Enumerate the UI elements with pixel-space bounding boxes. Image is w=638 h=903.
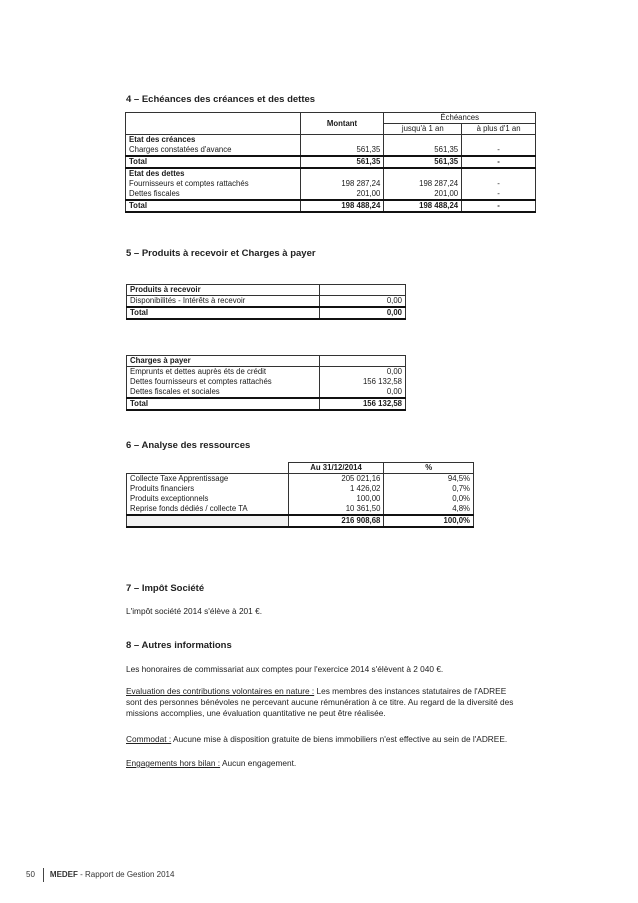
empty-header-cell [126,113,301,135]
section-7-title: 7 – Impôt Société [126,583,205,594]
table-row: Disponibilités - Intérêts à recevoir 0,00 [127,296,406,308]
engagements-paragraph: Engagements hors bilan : Aucun engagement. [126,758,297,768]
creances-header: Etat des créances [126,135,301,146]
table-row: Produits exceptionnels 100,00 0,0% [127,494,474,504]
contributions-paragraph: Evaluation des contributions volontaires en nature : Les membres des instances statutaires de l'ADREE sont des personnes bénévoles ne percevant aucune rémunération à ce titre. Au regard de la diversité des missions accomplies, une évaluation quantitative ne peut être réalisée. [126,686,514,718]
table-row: Charges constatées d'avance 561,35 561,35 - [126,145,536,156]
produits-header: Produits à recevoir [127,285,320,296]
charges-table [126,355,406,411]
footer-brand: MEDEF [49,870,78,880]
col-montant: Montant [300,113,384,135]
table-row: Fournisseurs et comptes rattachés 198 287,24 198 287,24 - [126,179,536,189]
echeances-table [125,112,536,213]
table-row: Dettes fiscales 201,00 201,00 - [126,189,536,200]
commodat-label: Commodat : [126,734,172,744]
produits-total-row: Total 0,00 [127,307,406,319]
dettes-total-row: Total 198 488,24 198 488,24 - [126,200,536,212]
footer-text: - Rapport de Gestion 2014 [77,870,175,880]
col-pct: % [384,463,474,474]
section-8-title: 8 – Autres informations [126,640,232,651]
commodat-paragraph: Commodat : Aucune mise à disposition gratuite de biens immobiliers n'est effective au sein de l'ADREE. [126,734,508,744]
contributions-label: Evaluation des contributions volontaires en nature : [126,686,315,696]
table-row: Dettes fournisseurs et comptes rattachés 156 132,58 [127,377,406,387]
dettes-header: Etat des dettes [126,168,301,179]
table-row: Reprise fonds dédiés / collecte TA 10 361,50 4,8% [127,504,474,515]
ressources-total-row: 216 908,68 100,0% [127,515,474,527]
produits-table [126,284,406,320]
col-echeances: Échéances [384,113,536,124]
col-plus-1an: à plus d'1 an [462,124,536,135]
table-row: Collecte Taxe Apprentissage 205 021,16 94,5% [127,474,474,485]
table-row: Dettes fiscales et sociales 0,00 [127,387,406,398]
charges-header: Charges à payer [127,356,320,367]
table-row: Emprunts et dettes auprès éts de crédit 0,00 [127,367,406,378]
col-jusqu-1an: jusqu'à 1 an [384,124,462,135]
page-number: 50 [26,870,35,880]
section-5-title: 5 – Produits à recevoir et Charges à payer [126,248,316,259]
creances-total-row: Total 561,35 561,35 - [126,156,536,168]
impot-text: L'impôt société 2014 s'élève à 201 €. [126,606,263,616]
engagements-label: Engagements hors bilan : [126,758,221,768]
table-row: Produits financiers 1 426,02 0,7% [127,484,474,494]
ressources-table [126,462,474,528]
honoraires-text: Les honoraires de commissariat aux comptes pour l'exercice 2014 s'élèvent à 2 040 €. [126,664,444,674]
section-4-title: 4 – Echéances des créances et des dettes [126,94,316,105]
footer-divider [43,868,44,882]
charges-total-row: Total 156 132,58 [127,398,406,410]
page-footer [26,868,174,882]
section-6-title: 6 – Analyse des ressources [126,440,251,451]
col-date: Au 31/12/2014 [288,463,384,474]
